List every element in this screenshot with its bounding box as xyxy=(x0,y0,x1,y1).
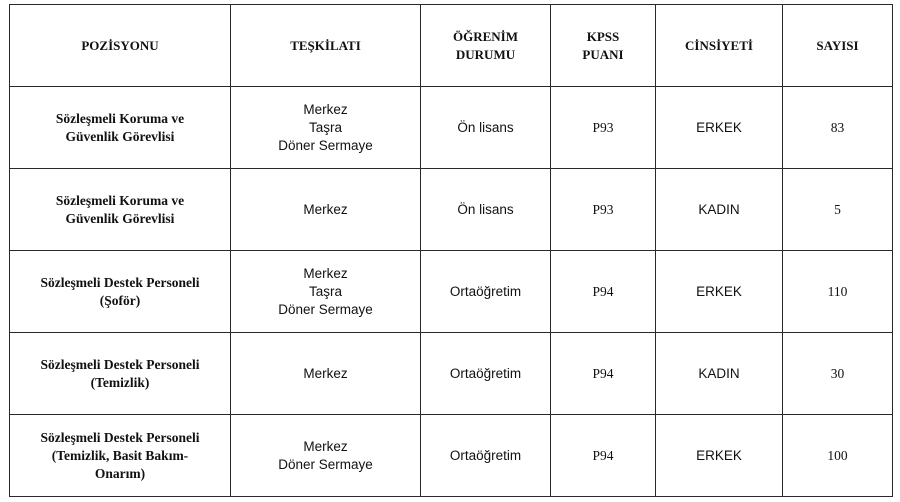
cell-gender: ERKEK xyxy=(656,251,783,333)
header-education xyxy=(421,5,551,87)
position-line: Sözleşmeli Destek Personeli xyxy=(40,429,200,445)
header-education-line: ÖĞRENİM xyxy=(453,28,518,44)
cell-position xyxy=(10,87,231,169)
header-row xyxy=(10,5,893,87)
cell-count: 83 xyxy=(783,87,893,169)
cell-education: Ön lisans xyxy=(421,87,551,169)
header-gender: CİNSİYETİ xyxy=(656,5,783,87)
organization-line: Merkez xyxy=(303,201,348,217)
position-line: Güvenlik Görevlisi xyxy=(65,128,175,144)
cell-count: 100 xyxy=(783,415,893,497)
position-line: Güvenlik Görevlisi xyxy=(65,210,175,226)
cell-position xyxy=(10,333,231,415)
cell-organization xyxy=(231,415,421,497)
position-line: (Temizlik) xyxy=(90,374,150,390)
cell-count: 110 xyxy=(783,251,893,333)
table-row xyxy=(10,169,893,251)
cell-position xyxy=(10,251,231,333)
cell-gender: KADIN xyxy=(656,333,783,415)
cell-education: Ortaöğretim xyxy=(421,415,551,497)
header-education-line: DURUMU xyxy=(455,46,516,62)
organization-line: Döner Sermaye xyxy=(278,301,373,317)
cell-gender: ERKEK xyxy=(656,415,783,497)
position-line: Sözleşmeli Destek Personeli xyxy=(40,274,200,290)
cell-kpss: P93 xyxy=(551,87,656,169)
cell-position xyxy=(10,169,231,251)
cell-kpss: P94 xyxy=(551,415,656,497)
table-row xyxy=(10,251,893,333)
position-line: Sözleşmeli Destek Personeli xyxy=(40,356,200,372)
organization-line: Merkez xyxy=(303,265,348,281)
cell-organization xyxy=(231,251,421,333)
table-row xyxy=(10,415,893,497)
organization-line: Döner Sermaye xyxy=(278,456,373,472)
positions-table xyxy=(9,4,893,497)
cell-gender: KADIN xyxy=(656,169,783,251)
cell-education: Ortaöğretim xyxy=(421,251,551,333)
cell-count: 5 xyxy=(783,169,893,251)
cell-gender: ERKEK xyxy=(656,87,783,169)
organization-line: Merkez xyxy=(303,101,348,117)
cell-kpss: P94 xyxy=(551,333,656,415)
organization-line: Taşra xyxy=(308,119,342,135)
header-count: SAYISI xyxy=(783,5,893,87)
cell-organization xyxy=(231,169,421,251)
cell-kpss: P94 xyxy=(551,251,656,333)
header-kpss-line: PUANI xyxy=(582,46,624,62)
position-line: Onarım) xyxy=(94,465,146,481)
cell-position xyxy=(10,415,231,497)
organization-line: Merkez xyxy=(303,365,348,381)
position-line: Sözleşmeli Koruma ve xyxy=(55,192,185,208)
cell-organization xyxy=(231,333,421,415)
organization-line: Taşra xyxy=(308,283,342,299)
cell-kpss: P93 xyxy=(551,169,656,251)
cell-education: Ortaöğretim xyxy=(421,333,551,415)
position-line: Sözleşmeli Koruma ve xyxy=(55,110,185,126)
position-line: (Şoför) xyxy=(99,292,141,308)
cell-count: 30 xyxy=(783,333,893,415)
cell-education: Ön lisans xyxy=(421,169,551,251)
header-position: POZİSYONU xyxy=(10,5,231,87)
table-row xyxy=(10,333,893,415)
header-kpss-line: KPSS xyxy=(586,28,620,44)
header-organization: TEŞKİLATI xyxy=(231,5,421,87)
cell-organization xyxy=(231,87,421,169)
table-row xyxy=(10,87,893,169)
organization-line: Merkez xyxy=(303,438,348,454)
position-line: (Temizlik, Basit Bakım- xyxy=(51,447,189,463)
header-kpss xyxy=(551,5,656,87)
organization-line: Döner Sermaye xyxy=(278,137,373,153)
